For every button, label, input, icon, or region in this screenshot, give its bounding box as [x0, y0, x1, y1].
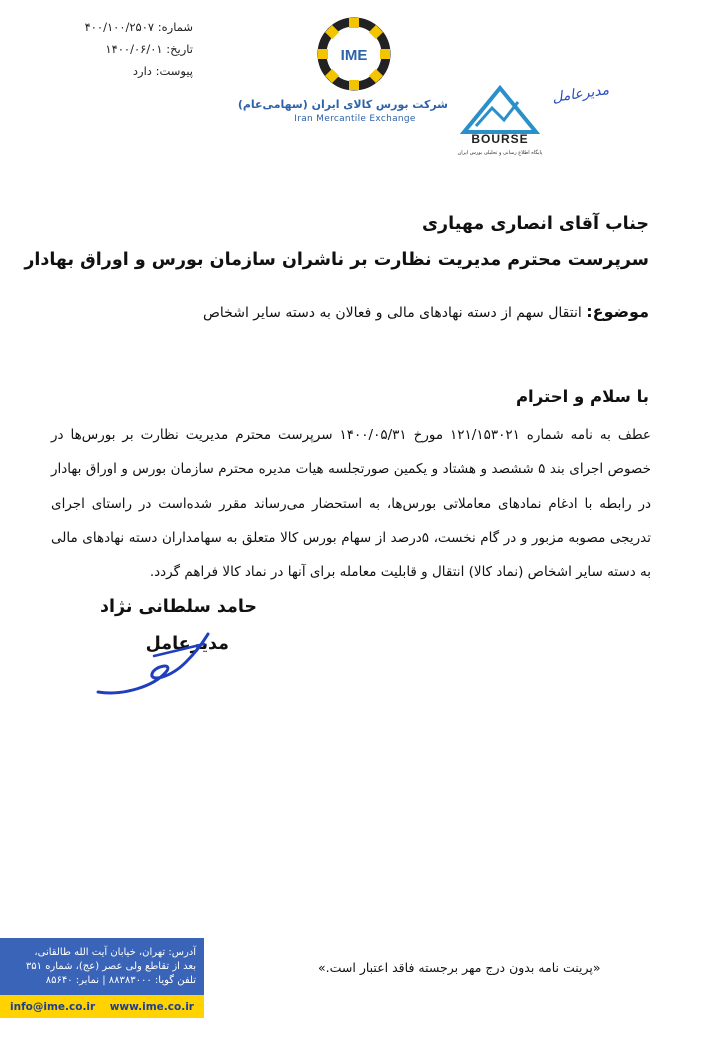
email-link[interactable]: info@ime.co.ir	[10, 1000, 96, 1013]
addressee-title: سرپرست محترم مدیریت نظارت بر ناشران سازمان بورس و اوراق بهادار	[24, 250, 649, 270]
letter-meta	[23, 16, 193, 82]
subject-text: انتقال سهم از دسته نهادهای مالی و فعالان به دسته سایر اشخاص	[202, 305, 582, 321]
number-value: ۴۰۰/۱۰۰/۲۵۰۷	[84, 20, 155, 34]
bourse-logo-text: BOURSE	[471, 132, 529, 146]
ime-logo-text: IME	[340, 47, 368, 64]
handwritten-note: مدیرعامل	[551, 82, 611, 106]
signer-title: مدیرعامل	[145, 634, 229, 654]
ime-logo	[316, 16, 392, 92]
signer-name: حامد سلطانی نژاد	[100, 597, 257, 617]
ime-company-name	[237, 98, 448, 124]
attachment-label: پیوست:	[155, 64, 193, 78]
phone-line: تلفن گویا: ۸۸۳۸۳۰۰۰ | نمابر: ۸۵۶۴۰	[45, 975, 196, 986]
bourse-caption: پایگاه اطلاع رسانی و تحلیلی بورس ایران	[457, 150, 543, 156]
number-label: شماره:	[157, 20, 193, 34]
footer-address	[0, 946, 196, 988]
addressee-name: جناب آقای انصاری مهیاری	[422, 214, 649, 234]
greeting: با سلام و احترام	[515, 387, 649, 406]
date-label: تاریخ:	[166, 42, 193, 56]
address-line: بعد از تقاطع ولی عصر (عج)، شماره ۳۵۱	[25, 961, 196, 972]
address-line: آدرس: تهران، خیابان آیت الله طالقانی،	[34, 947, 196, 958]
handwritten-signature	[94, 626, 214, 700]
letter-date	[23, 38, 193, 60]
ime-name-en: Iran Mercantile Exchange	[294, 114, 416, 124]
ime-name-fa: شرکت بورس کالای ایران (سهامی‌عام)	[237, 98, 448, 111]
letter-number	[23, 16, 193, 38]
attachment-value: دارد	[132, 64, 152, 78]
print-validity-note: «پرینت نامه بدون درج مهر برجسته فاقد اعتبار است.»	[318, 960, 601, 975]
footer-links	[0, 995, 204, 1018]
letter-body: عطف به نامه شماره ۱۲۱/۱۵۳۰۲۱ مورخ ۱۴۰۰/۰۵/۳۱ سرپرست محترم مدیریت نظارت بر بورس‌ها در خصوص اجرای بند ۵ ششصد و هشتاد و یکمین صورتجلسه هیات مدیره محترم سازمان بورس و اوراق بهادار در رابطه با ادغام نمادهای معاملاتی بورس‌ها، به استحضار می‌رساند مقرر شده‌است در راستای اجرای تدریجی مصوبه مزبور و در گام نخست، ۵درصد از سهام بورس کالا متعلق به سهامداران دسته نهادهای مالی به دسته سایر اشخاص (نماد کالا) انتقال و قابلیت معامله برای آنها در نماد کالا فراهم گردد.	[51, 427, 651, 581]
letter-attachment	[23, 60, 193, 82]
footer-contact-box	[0, 938, 204, 1018]
date-value: ۱۴۰۰/۰۶/۰۱	[105, 42, 163, 56]
subject	[203, 302, 649, 321]
subject-label: موضوع:	[586, 302, 649, 321]
bourse-logo	[452, 82, 548, 158]
website-link[interactable]: www.ime.co.ir	[109, 1000, 194, 1013]
